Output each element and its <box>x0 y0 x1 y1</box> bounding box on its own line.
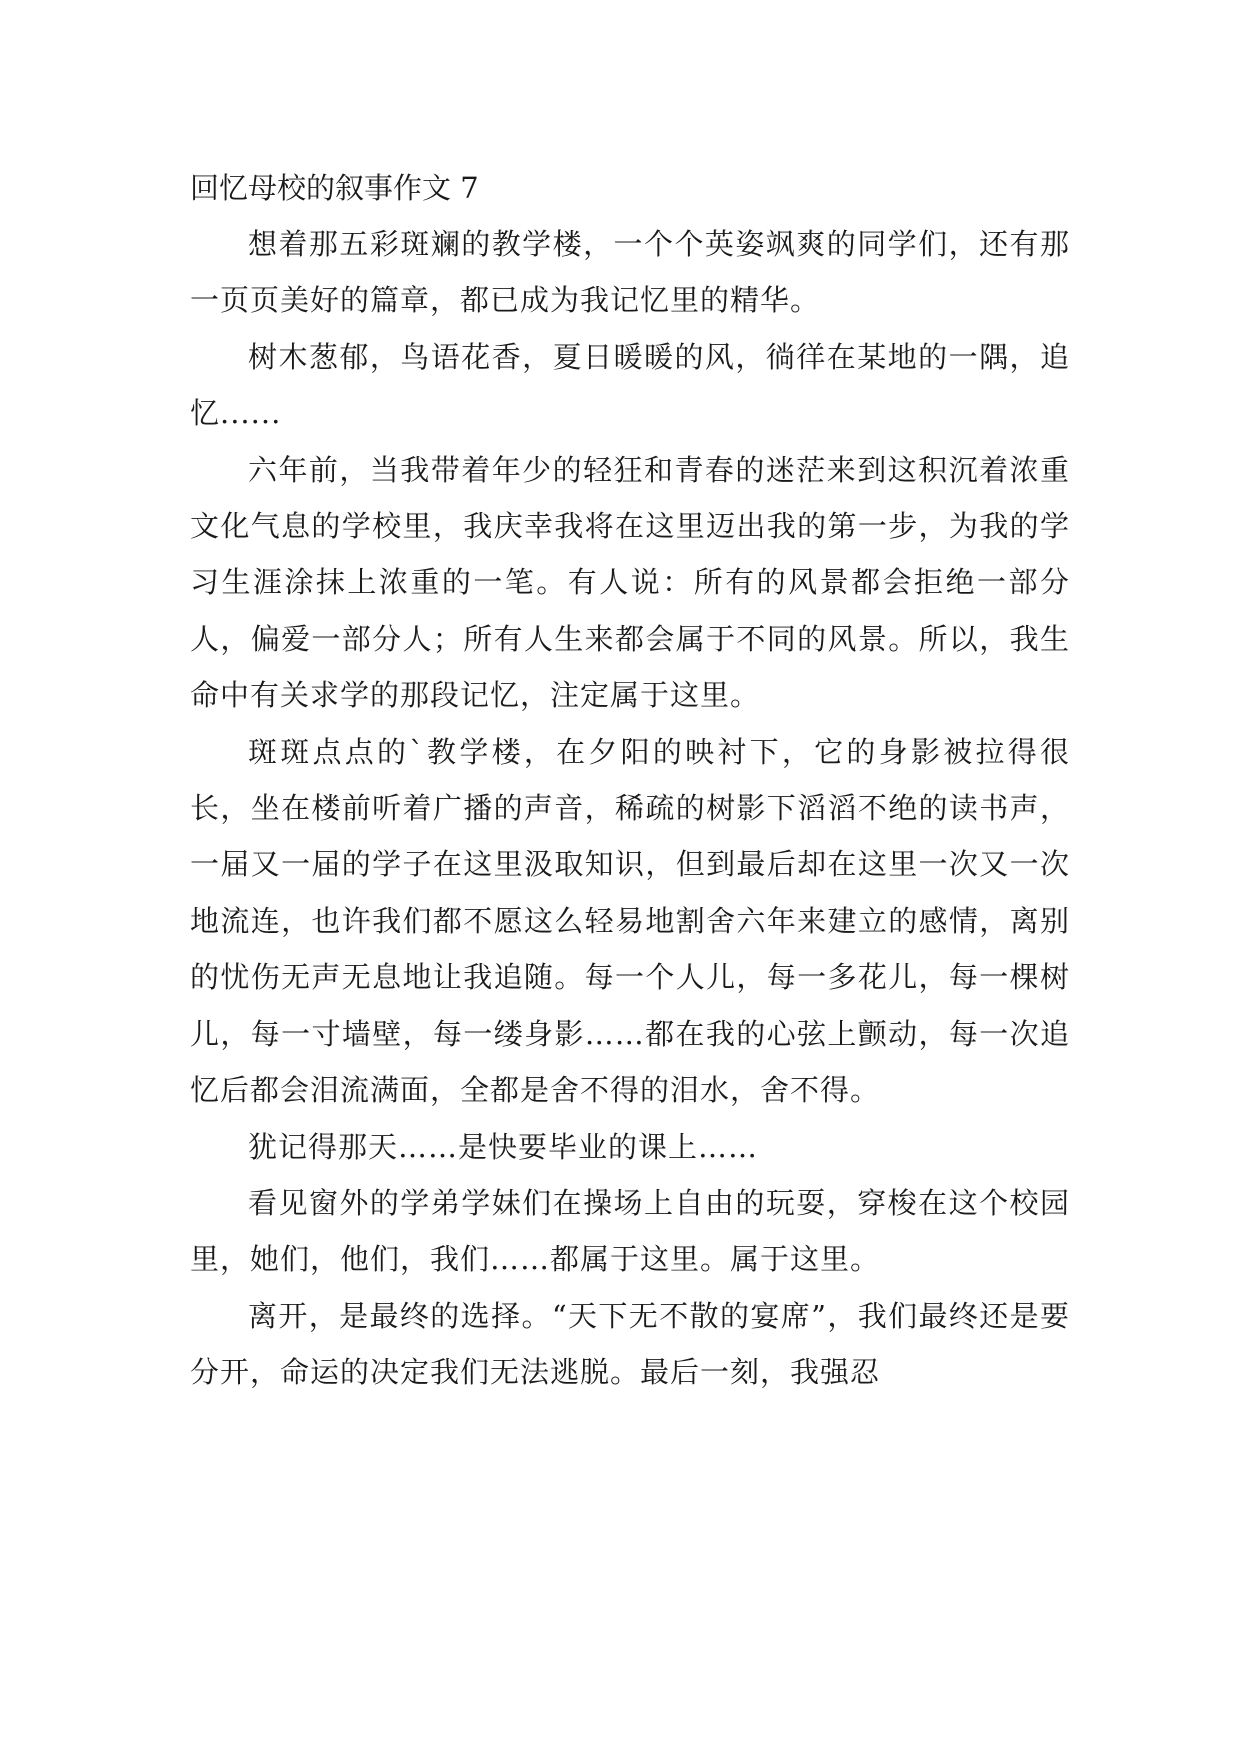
paragraph: 想着那五彩斑斓的教学楼，一个个英姿飒爽的同学们，还有那一页页美好的篇章，都已成为我记忆里的精华。 <box>190 227 1070 318</box>
document-body <box>190 160 1070 1401</box>
document-title: 回忆母校的叙事作文 7 <box>190 171 479 205</box>
paragraph: 树木葱郁，鸟语花香，夏日暖暖的风，徜徉在某地的一隅，追忆...... <box>190 339 1070 431</box>
paragraph: 离开，是最终的选择。“天下无不散的宴席”，我们最终还是要分开，命运的决定我们无法逃脱。最后一刻，我强忍 <box>190 1298 1070 1390</box>
paragraph: 六年前，当我带着年少的轻狂和青春的迷茫来到这积沉着浓重文化气息的学校里，我庆幸我将在这里迈出我的第一步，为我的学习生涯涂抹上浓重的一笔。有人说：所有的风景都会拒绝一部分人，偏爱一部分人；所有人生来都会属于不同的风景。所以，我生命中有关求学的那段记忆，注定属于这里。 <box>190 452 1070 713</box>
paragraph: 犹记得那天……是快要毕业的课上…… <box>248 1129 759 1164</box>
paragraph: 看见窗外的学弟学妹们在操场上自由的玩耍，穿梭在这个校园里，她们，他们，我们……都属于这里。属于这里。 <box>190 1185 1070 1277</box>
paragraph: 斑斑点点的`教学楼，在夕阳的映衬下，它的身影被拉得很长，坐在楼前听着广播的声音，稀疏的树影下滔滔不绝的读书声，一届又一届的学子在这里汲取知识，但到最后却在这里一次又一次地流连，也许我们都不愿这么轻易地割舍六年来建立的感情，离别的忧伤无声无息地让我追随。每一个人儿，每一多花儿，每一棵树儿，每一寸墙壁，每一缕身影……都在我的心弦上颤动，每一次追忆后都会泪流满面，全都是舍不得的泪水，舍不得。 <box>190 734 1070 1108</box>
